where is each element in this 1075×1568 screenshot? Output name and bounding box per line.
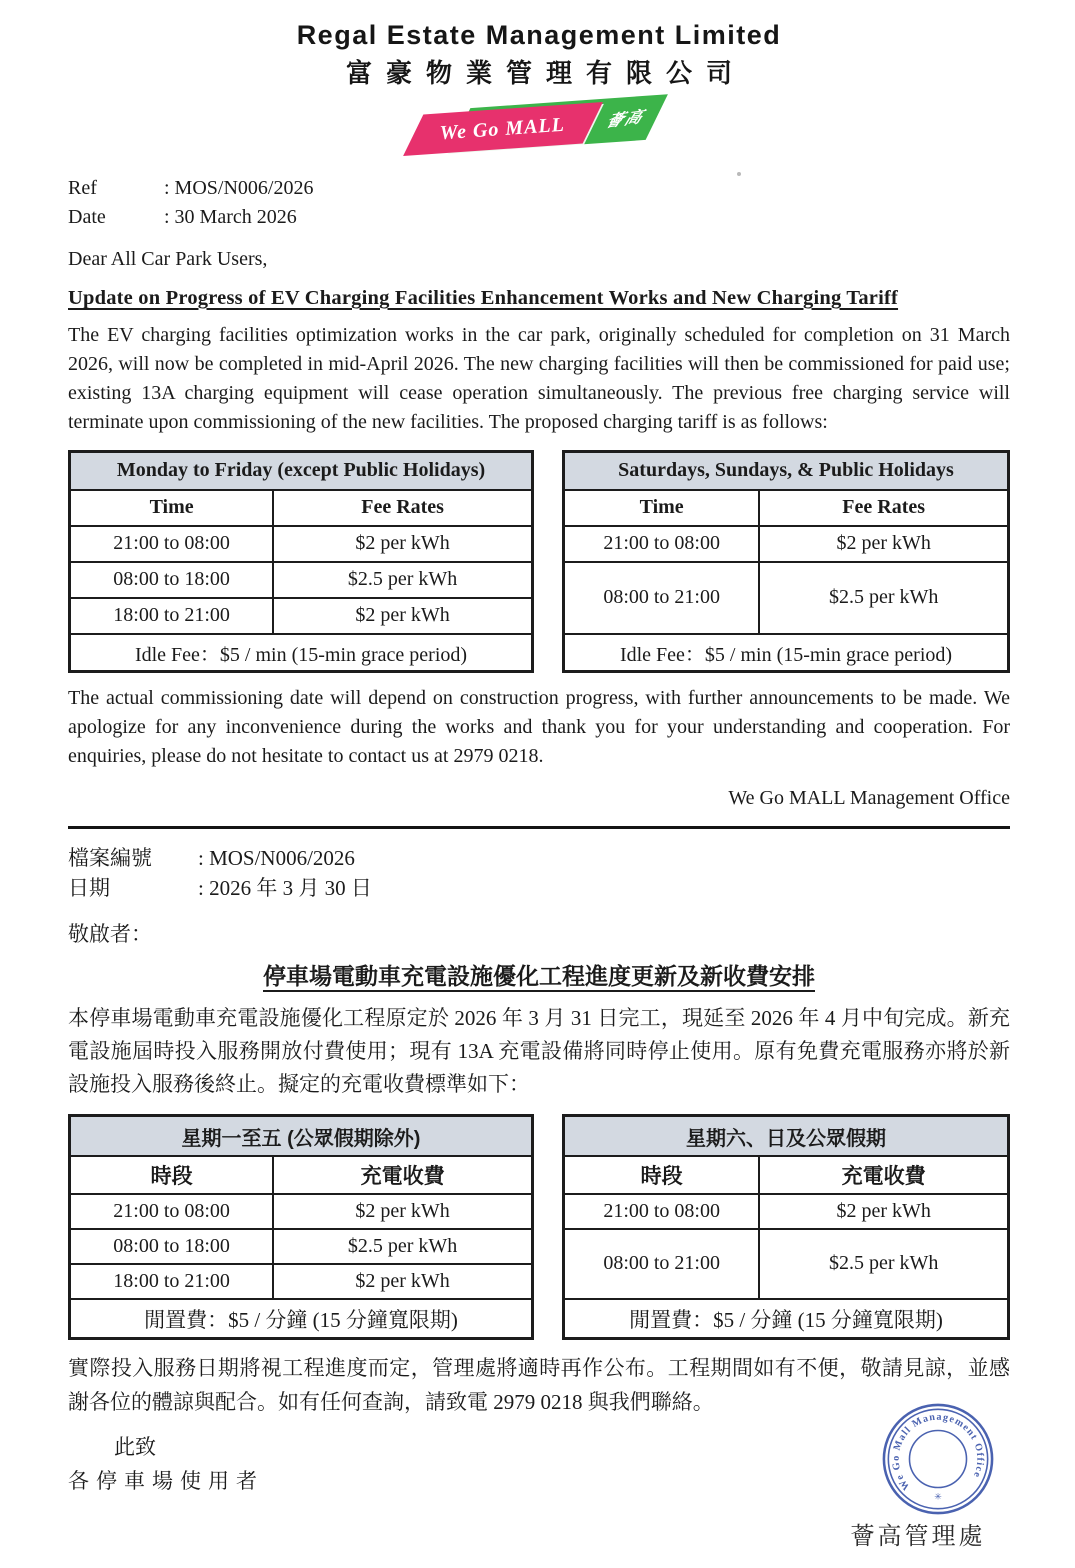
body-paragraph-zh-2: 實際投入服務日期將視工程進度而定，管理處將適時再作公布。工程期間如有不便，敬請見諒，並感謝各位的體諒與配合。如有任何查詢，請致電 2979 0218 與我們聯絡。 — [68, 1356, 1010, 1414]
ref-row-zh — [68, 843, 1010, 873]
fee-cell: $2 per kWh — [273, 526, 532, 562]
date-label-zh: 日期 — [68, 876, 110, 901]
body-paragraph-en-2: The actual commissioning date will depend on construction progress, with further announcements to be made. We apologize for any inconvenience during the works and thank you for your understanding and cooperation. For enquiries, please do not hesitate to contact us at 2979 0218. — [68, 687, 1010, 767]
ref-value-zh: : MOS/N006/2026 — [198, 846, 355, 870]
fee-cell: $2 per kWh — [759, 526, 1008, 562]
ref-value: : MOS/N006/2026 — [164, 177, 314, 199]
notice-title-zh: 停車場電動車充電設施優化工程進度更新及新收費安排 — [263, 962, 815, 989]
idle-fee-note: Idle Fee：$5 / min (15-min grace period) — [70, 634, 533, 672]
fee-cell: $2 per kWh — [273, 598, 532, 634]
idle-fee-note: Idle Fee：$5 / min (15-min grace period) — [564, 634, 1009, 672]
wegomall-logo — [411, 102, 667, 156]
stamp-curved-text: We Go Mall Management Office — [890, 1412, 986, 1493]
salutation-en: Dear All Car Park Users, — [68, 248, 268, 270]
column-header-time: 時段 — [70, 1156, 274, 1194]
ref-label: Ref — [68, 177, 97, 199]
table-row — [70, 1194, 533, 1229]
salutation-zh: 敬啟者： — [68, 921, 152, 946]
table-row — [70, 1229, 533, 1264]
closing-cizhi: 此致 — [114, 1434, 156, 1459]
column-header-time: 時段 — [564, 1156, 760, 1194]
logo-wordmark: We Go MALL — [439, 113, 567, 144]
fee-cell: $2 per kWh — [273, 1194, 532, 1229]
table-row — [70, 526, 533, 562]
table-row — [564, 526, 1009, 562]
column-header-fee: 充電收費 — [273, 1156, 532, 1194]
time-cell: 08:00 to 21:00 — [564, 562, 760, 634]
time-cell: 18:00 to 21:00 — [70, 1264, 274, 1299]
management-office-stamp — [879, 1400, 997, 1518]
table-title: 星期一至五 (公眾假期除外) — [70, 1116, 533, 1156]
time-cell: 18:00 to 21:00 — [70, 598, 274, 634]
date-label: Date — [68, 206, 106, 228]
fee-cell: $2 per kWh — [273, 1264, 532, 1299]
weekday-tariff-table-zh — [68, 1114, 534, 1340]
signoff-en: We Go MALL Management Office — [728, 787, 1010, 809]
company-name-en: Regal Estate Management Limited — [296, 20, 782, 50]
fee-cell: $2 per kWh — [759, 1194, 1008, 1229]
closing-recipients: 各停車場使用者 — [68, 1468, 264, 1493]
fee-cell: $2.5 per kWh — [759, 562, 1008, 634]
column-header-fee: Fee Rates — [759, 490, 1008, 526]
time-cell: 21:00 to 08:00 — [70, 1194, 274, 1229]
time-cell: 08:00 to 18:00 — [70, 562, 274, 598]
column-header-time: Time — [70, 490, 274, 526]
table-row — [564, 1229, 1009, 1299]
logo-pink-shape — [403, 102, 603, 156]
svg-text:We Go Mall Management Office — [891, 1412, 986, 1492]
section-divider — [68, 826, 1010, 829]
table-row — [70, 1264, 533, 1299]
stamp-block — [850, 1400, 1020, 1551]
date-value: : 30 March 2026 — [164, 206, 297, 228]
idle-fee-note: 閒置費：$5 / 分鐘 (15 分鐘寬限期) — [70, 1299, 533, 1339]
column-header-fee: Fee Rates — [273, 490, 532, 526]
table-title: Saturdays, Sundays, & Public Holidays — [564, 452, 1009, 490]
table-title: 星期六、日及公眾假期 — [564, 1116, 1009, 1156]
stamp-star-icon: ✳ — [934, 1491, 942, 1502]
ref-label-zh: 檔案編號 — [68, 846, 152, 870]
table-row — [70, 598, 533, 634]
tariff-tables-zh — [68, 1114, 1010, 1340]
time-cell: 08:00 to 21:00 — [564, 1229, 760, 1299]
time-cell: 08:00 to 18:00 — [70, 1229, 274, 1264]
company-name-zh: 富豪物業管理有限公司 — [345, 59, 746, 88]
date-value-zh: : 2026 年 3 月 30 日 — [198, 876, 372, 901]
scan-speck — [737, 172, 741, 176]
table-row — [70, 562, 533, 598]
fee-cell: $2.5 per kWh — [273, 1229, 532, 1264]
weekday-tariff-table-en — [68, 450, 534, 673]
stamp-caption: 薈高管理處 — [850, 1524, 986, 1551]
date-row — [68, 203, 1010, 232]
table-row — [564, 562, 1009, 634]
time-cell: 21:00 to 08:00 — [70, 526, 274, 562]
time-cell: 21:00 to 08:00 — [564, 526, 760, 562]
fee-cell: $2.5 per kWh — [759, 1229, 1008, 1299]
notice-title-en: Update on Progress of EV Charging Facilities Enhancement Works and New Charging Tariff — [68, 287, 899, 309]
body-paragraph-en-1: The EV charging facilities optimization works in the car park, originally scheduled for completion on 31 March 2026, will now be completed in mid-April 2026. The new charging facilities will then be commissioned for paid use; existing 13A charging equipment will cease operation simultaneously. The previous free charging service will terminate upon commissioning of the new facilities. The proposed charging tariff is as follows: — [68, 324, 1010, 433]
body-paragraph-zh-1: 本停車場電動車充電設施優化工程原定於 2026 年 3 月 31 日完工，現延至 2026 年 4 月中旬完成。新充電設施屆時投入服務開放付費使用；現有 13A 充電設備將同時停止使用。原有免費充電服務亦將於新設施投入服務後終止。擬定的充電收費標準如下： — [68, 1005, 1010, 1097]
weekend-tariff-table-en — [562, 450, 1010, 673]
column-header-time: Time — [564, 490, 760, 526]
table-row — [564, 1194, 1009, 1229]
table-title: Monday to Friday (except Public Holidays) — [70, 452, 533, 490]
fee-cell: $2.5 per kWh — [273, 562, 532, 598]
date-row-zh — [68, 873, 1010, 903]
idle-fee-note: 閒置費：$5 / 分鐘 (15 分鐘寬限期) — [564, 1299, 1009, 1339]
reference-block-en — [68, 174, 1010, 232]
weekend-tariff-table-zh — [562, 1114, 1010, 1340]
column-header-fee: 充電收費 — [759, 1156, 1008, 1194]
closing-section-zh — [68, 1352, 1010, 1551]
reference-block-zh — [68, 843, 1010, 904]
ref-row — [68, 174, 1010, 203]
time-cell: 21:00 to 08:00 — [564, 1194, 760, 1229]
tariff-tables-en — [68, 450, 1010, 673]
logo-chinese-label: 薈高 — [602, 108, 651, 132]
